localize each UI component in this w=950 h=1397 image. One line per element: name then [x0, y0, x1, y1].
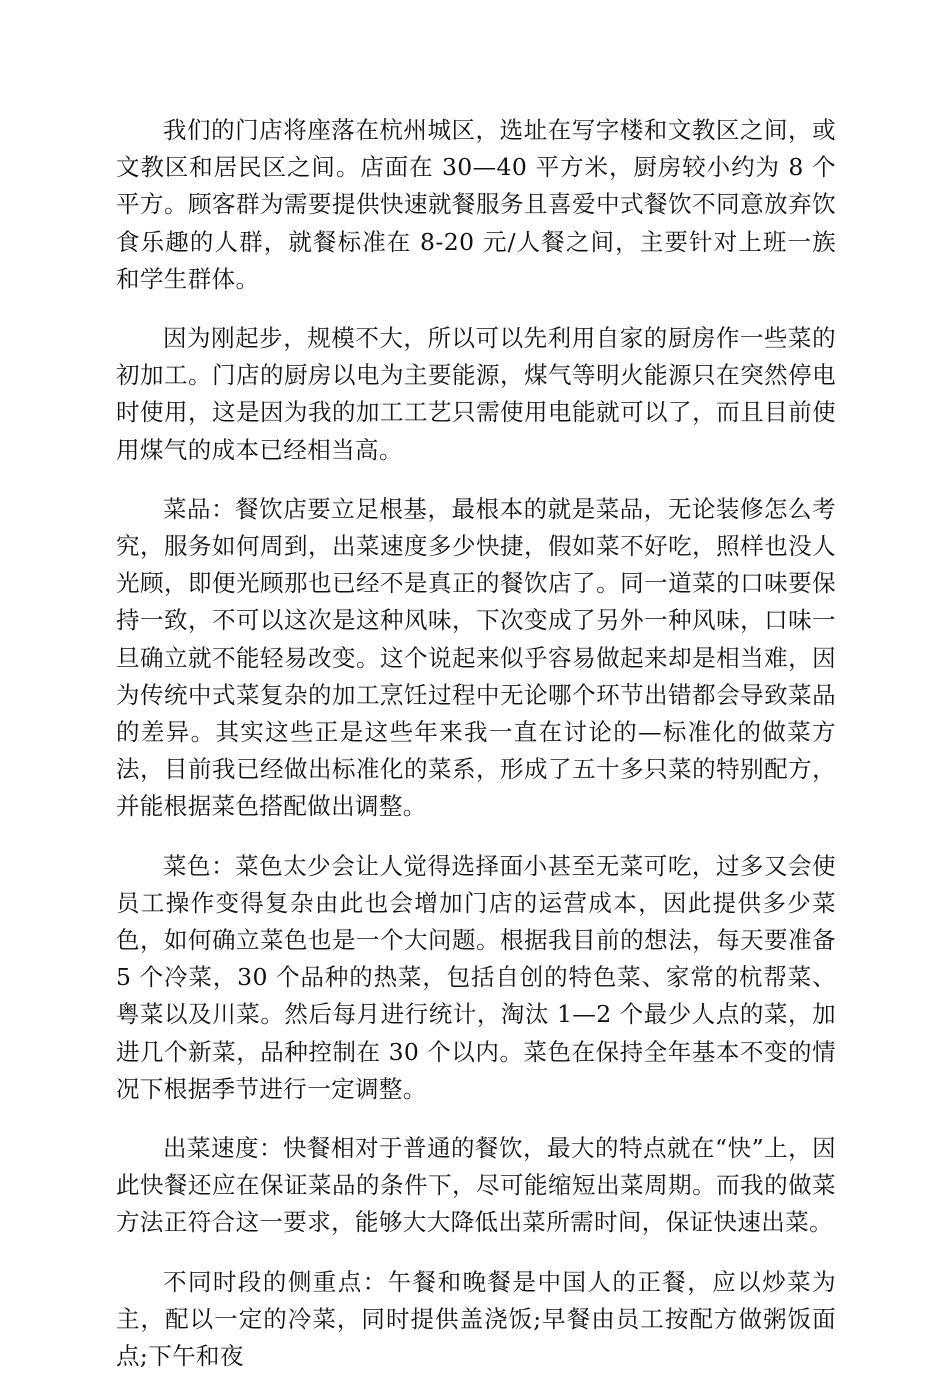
document-body — [116, 112, 836, 1397]
paragraph-serving-speed: 出菜速度：快餐相对于普通的餐饮，最大的特点就在“快”上，因此快餐还应在保证菜品的条件下，尽可能缩短出菜周期。而我的做菜方法正符合这一要求，能够大大降低出菜所需时间，保证快速出菜。 — [116, 1134, 836, 1237]
paragraph-time-periods: 不同时段的侧重点：午餐和晚餐是中国人的正餐，应以炒菜为主，配以一定的冷菜，同时提供盖浇饭;早餐由员工按配方做粥饭面点;下午和夜 — [116, 1267, 836, 1371]
paragraph-location: 我们的门店将座落在杭州城区，选址在写字楼和文教区之间，或文教区和居民区之间。店面在 30—40 平方米，厨房较小约为 8 个平方。顾客群为需要提供快速就餐服务且喜爱中式餐饮不同意放弃饮食乐趣的人群，就餐标准在 8-20 元/人餐之间，主要针对上班一族和学生群体。 — [116, 116, 836, 293]
paragraph-dishes: 菜品：餐饮店要立足根基，最根本的就是菜品，无论装修怎么考究，服务如何周到，出菜速度多少快捷，假如菜不好吃，照样也没人光顾，即便光顾那也已经不是真正的餐饮店了。同一道菜的口味要保持一致，不可以这次是这种风味，下次变成了另外一种风味，口味一旦确立就不能轻易改变。这个说起来似乎容易做起来却是相当难，因为传统中式菜复杂的加工烹饪过程中无论哪个环节出错都会导致菜品的差异。其实这些正是这些年来我一直在讨论的—标准化的做菜方法，目前我已经做出标准化的菜系，形成了五十多只菜的特别配方，并能根据菜色搭配做出调整。 — [116, 494, 836, 821]
paragraph-kitchen: 因为刚起步，规模不大，所以可以先利用自家的厨房作一些菜的初加工。门店的厨房以电为主要能源，煤气等明火能源只在突然停电时使用，这是因为我的加工工艺只需使用电能就可以了，而且目前使用煤气的成本已经相当高。 — [116, 324, 836, 464]
paragraph-menu-variety: 菜色：菜色太少会让人觉得选择面小甚至无菜可吃，过多又会使员工操作变得复杂由此也会增加门店的运营成本，因此提供多少菜色，如何确立菜色也是一个大问题。根据我目前的想法，每天要准备 5 个冷菜，30 个品种的热菜，包括自创的特色菜、家常的杭帮菜、粤菜以及川菜。然后每月进行统计，淘汰 1—2 个最少人点的菜，加进几个新菜，品种控制在 30 个以内。菜色在保持全年基本不变的情况下根据季节进行一定调整。 — [116, 851, 836, 1103]
